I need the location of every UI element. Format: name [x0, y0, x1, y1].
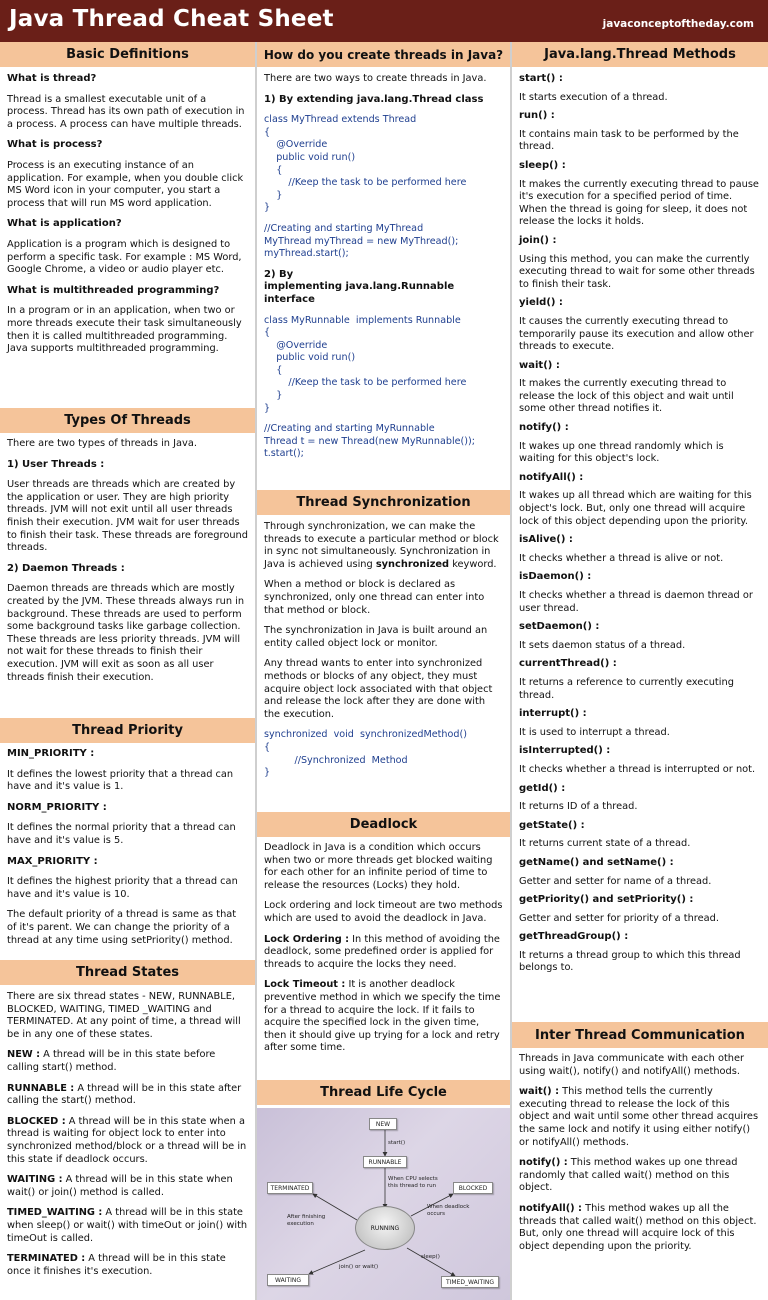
- deadlock-title: Deadlock: [257, 812, 510, 837]
- node-timed-waiting: TIMED_WAITING: [441, 1276, 499, 1288]
- method-name: getId() :: [519, 782, 566, 794]
- lock-ordering-text: In this method of avoiding the deadlock, some predefined order is applied for threads to acquire the locks they need.: [264, 933, 500, 970]
- sync-p2: When a method or block is declared as synchronized, only one thread can enter into that method or block.: [264, 579, 485, 616]
- method-description: It causes the currently executing thread to temporarily pause its execution and allow other threads to execute.: [519, 315, 754, 353]
- min-priority-heading: MIN_PRIORITY :: [7, 748, 95, 759]
- code-myrunnable-start: [264, 423, 503, 461]
- code-line: Thread t = new Thread(new MyRunnable());: [264, 435, 475, 447]
- sync-p1-c: keyword.: [449, 558, 497, 570]
- inter-thread-title: Inter Thread Communication: [512, 1022, 768, 1048]
- create-intro: There are two ways to create threads in Java.: [264, 73, 487, 84]
- code-line: class MyThread extends Thread: [264, 114, 417, 126]
- code-line: {: [264, 164, 283, 176]
- code-line: //Keep the task to be performed here: [264, 377, 467, 389]
- column-3: [511, 42, 768, 1300]
- basic-definitions-body: [0, 73, 255, 405]
- norm-priority-text: It defines the normal priority that a thread can have and it's value is 5.: [7, 822, 236, 846]
- thread-sync-title: Thread Synchronization: [257, 490, 510, 515]
- sync-p1: [264, 521, 503, 571]
- lock-ordering-label: Lock Ordering :: [264, 933, 350, 945]
- state-waiting-label: WAITING :: [7, 1174, 63, 1186]
- node-runnable: RUNNABLE: [363, 1156, 407, 1168]
- sync-p4: Any thread wants to enter into synchronized methods or blocks of any object, they must acquire object lock associated with that object and release the lock after they are done with the execution.: [264, 658, 493, 720]
- method-name: getPriority() and setPriority() :: [519, 894, 694, 906]
- code-line: myThread.start();: [264, 248, 349, 260]
- method-name: currentThread() :: [519, 658, 617, 670]
- label-deadlock-occurs: When deadlock occurs: [427, 1204, 470, 1217]
- deadlock-p1: Deadlock in Java is a condition which occurs when two or more threads get blocked waiting for each other for an infinite period of time to release the resources (Locks) they hold.: [264, 842, 493, 891]
- method-name: getState() :: [519, 819, 585, 831]
- code-line: {: [264, 327, 271, 339]
- method-name: sleep() :: [519, 159, 566, 171]
- inter-thread-body: [512, 1053, 768, 1297]
- code-line: @Override: [264, 139, 328, 151]
- node-running: RUNNING: [355, 1206, 415, 1250]
- code-line: }: [264, 767, 271, 779]
- sync-p1-a: Through synchronization, we can make the threads to execute a particular method or block in sync not simultaneously. Synchronization in Java is achieved using: [264, 521, 499, 570]
- state-terminated: [7, 1253, 248, 1278]
- method-name: isDaemon() :: [519, 571, 592, 583]
- inter-notifyall-text: This method wakes up all the threads that called wait() method on this object. But, only one thread will acquire lock of this object depending upon the priority.: [519, 1202, 757, 1252]
- sync-p3: The synchronization in Java is built around an entity called object lock or monitor.: [264, 625, 488, 649]
- code-line: public void run(): [264, 352, 356, 364]
- types-of-threads-body: [0, 438, 255, 716]
- inter-notify-text: This method wakes up one thread randomly that called wait() method on this object.: [519, 1157, 738, 1194]
- code-line: //Creating and starting MyThread: [264, 222, 424, 234]
- state-new: [7, 1049, 248, 1074]
- max-priority-text: It defines the highest priority that a thread can have and it's value is 10.: [7, 876, 238, 900]
- node-terminated: TERMINATED: [267, 1182, 313, 1194]
- state-runnable-label: RUNNABLE :: [7, 1082, 75, 1094]
- thread-lifecycle-title: Thread Life Cycle: [257, 1080, 510, 1105]
- code-line: }: [264, 189, 283, 201]
- types-intro: There are two types of threads in Java.: [7, 438, 197, 449]
- method-description: It returns a reference to currently executing thread.: [519, 676, 734, 701]
- state-new-desc: A thread will be in this state before calling start() method.: [7, 1049, 216, 1073]
- method-name: interrupt() :: [519, 708, 587, 720]
- node-blocked: BLOCKED: [453, 1182, 493, 1194]
- inter-intro: Threads in Java communicate with each other using wait(), notify() and notifyAll() methods.: [519, 1053, 745, 1077]
- method-description: It is used to interrupt a thread.: [519, 726, 670, 738]
- lifecycle-arrows: [257, 1108, 511, 1300]
- implementing-runnable-heading-line1: 2) By: [264, 268, 294, 280]
- user-threads-text: User threads are threads which are created by the application or user. They are high priority threads. JVM will not exit until all user threads finish their execution. JVM wait for user threads to finish their task. These threads are foreground threads.: [7, 479, 248, 554]
- method-description: It returns ID of a thread.: [519, 801, 638, 813]
- node-waiting: WAITING: [267, 1274, 309, 1286]
- thread-states-title: Thread States: [0, 960, 255, 985]
- method-description: It checks whether a thread is alive or not.: [519, 552, 724, 564]
- inter-wait-text: This method tells the currently executing thread to release the lock of this object and wait until some other thread acquires the same lock and notify it using either notify() or notifyAll() methods.: [519, 1086, 759, 1148]
- inter-notify-label: notify() :: [519, 1157, 568, 1169]
- question-multithreaded: What is multithreaded programming?: [7, 284, 220, 296]
- state-terminated-desc: A thread will be in this state once it finishes it's execution.: [7, 1253, 226, 1277]
- method-description: It makes the currently executing thread to pause it's execution for a specified period of time. When the thread is going for sleep, it does not release the locks it holds.: [519, 178, 759, 228]
- thread-sync-body: [257, 521, 510, 809]
- question-process: What is process?: [7, 139, 103, 151]
- method-description: It wakes up all thread which are waiting for this object's lock. But, only one thread will acquire lock of this object depending upon the priority.: [519, 490, 752, 527]
- lock-timeout-label: Lock Timeout :: [264, 979, 346, 991]
- method-description: It starts execution of a thread.: [519, 91, 668, 103]
- thread-priority-body: [0, 748, 255, 956]
- code-line: //Synchronized Method: [264, 754, 408, 766]
- method-name: join() :: [519, 234, 557, 246]
- code-line: }: [264, 202, 271, 214]
- state-waiting: [7, 1174, 248, 1199]
- label-after-finishing: After finishing execution: [287, 1214, 326, 1227]
- answer-process: Process is an executing instance of an application. For example, when you double click MS Word icon in your computer, you start a process that will run MS word application.: [7, 159, 244, 209]
- column-1: [0, 42, 256, 1300]
- method-name: getName() and setName() :: [519, 856, 674, 868]
- code-myrunnable-class: [264, 315, 503, 416]
- state-waiting-desc: A thread will be in this state when wait() or join() method is called.: [7, 1174, 233, 1198]
- node-new: NEW: [369, 1118, 397, 1130]
- question-thread: What is thread?: [7, 73, 97, 84]
- extending-thread-heading: 1) By extending java.lang.Thread class: [264, 93, 484, 105]
- method-name: setDaemon() :: [519, 621, 600, 633]
- code-mythread-start: [264, 223, 503, 261]
- label-sleep: sleep(): [421, 1254, 440, 1260]
- question-application: What is application?: [7, 218, 122, 230]
- deadlock-p2: Lock ordering and lock timeout are two methods which are used to avoid the deadlock in Java.: [264, 900, 503, 924]
- norm-priority-heading: NORM_PRIORITY :: [7, 801, 107, 813]
- daemon-threads-text: Daemon threads are threads which are mostly created by the JVM. These threads always run in background. These threads are used to perform some background tasks like garbage collection. These threads are less priority threads. JVM will not wait for these threads to finish their execution. JVM will exit as soon as all user threads finish their execution.: [7, 583, 245, 683]
- state-blocked-label: BLOCKED :: [7, 1115, 66, 1127]
- method-description: It makes the currently executing thread to release the lock of this object and wait until some other thread notifies it.: [519, 378, 734, 415]
- method-description: Getter and setter for priority of a thread.: [519, 912, 719, 924]
- method-description: It checks whether a thread is interrupted or not.: [519, 763, 756, 775]
- method-description: It checks whether a thread is daemon thread or user thread.: [519, 590, 753, 614]
- state-timed-waiting-label: TIMED_WAITING :: [7, 1207, 103, 1219]
- answer-multithreaded: In a program or in an application, when two or more threads execute their task simultaneously then it is called multithreaded programming. Java supports multithreaded programming.: [7, 305, 242, 355]
- sync-keyword: synchronized: [375, 558, 450, 570]
- state-timed-waiting-desc: A thread will be in this state when sleep() or wait() with timeOut or join() with timeOut is called.: [7, 1207, 248, 1244]
- answer-thread: Thread is a smallest executable unit of a process. Thread has its own path of execution in a process. A process can have multiple threads.: [7, 93, 245, 130]
- lock-timeout: [264, 979, 503, 1055]
- implementing-runnable-heading-line2: implementing java.lang.Runnable interface: [264, 281, 455, 305]
- label-cpu-selects: When CPU selects this thread to run: [388, 1176, 438, 1189]
- method-name: run() :: [519, 110, 555, 122]
- lifecycle-diagram: [257, 1108, 510, 1300]
- state-runnable: [7, 1083, 248, 1108]
- code-line: class MyRunnable implements Runnable: [264, 314, 461, 326]
- code-line: public void run(): [264, 151, 356, 163]
- column-2: [256, 42, 511, 1300]
- inter-notify: [519, 1157, 761, 1195]
- state-blocked-desc: A thread will be in this state when a thread is waiting for object lock to enter into synchronized method/block or a thread will be in this state if deadlock occurs.: [7, 1115, 247, 1165]
- code-line: {: [264, 364, 283, 376]
- method-description: Getter and setter for name of a thread.: [519, 875, 712, 887]
- method-name: notifyAll() :: [519, 471, 584, 483]
- inter-notifyall-label: notifyAll() :: [519, 1202, 582, 1214]
- method-description: Using this method, you can make the currently executing thread to wait for some other threads to finish their task.: [519, 253, 755, 290]
- page-header: [0, 0, 768, 42]
- page-title: Java Thread Cheat Sheet: [9, 6, 334, 32]
- inter-notifyall: [519, 1203, 761, 1253]
- code-line: //Keep the task to be performed here: [264, 177, 467, 189]
- code-line: //Creating and starting MyRunnable: [264, 423, 435, 435]
- min-priority-text: It defines the lowest priority that a thread can have and it's value is 1.: [7, 768, 234, 793]
- method-name: notify() :: [519, 422, 569, 434]
- deadlock-body: [257, 842, 510, 1078]
- state-timed-waiting: [7, 1207, 248, 1245]
- code-line: {: [264, 741, 271, 753]
- thread-methods-title: Java.lang.Thread Methods: [512, 42, 768, 67]
- state-blocked: [7, 1116, 248, 1166]
- max-priority-heading: MAX_PRIORITY :: [7, 855, 98, 867]
- lock-ordering: [264, 934, 503, 972]
- method-description: It sets daemon status of a thread.: [519, 639, 686, 651]
- method-name: isInterrupted() :: [519, 745, 611, 757]
- default-priority-text: The default priority of a thread is same as that of it's parent. We can change the priority of a thread at any time using setPriority() method.: [7, 909, 237, 946]
- code-line: }: [264, 402, 271, 414]
- implementing-runnable-heading: [264, 269, 503, 307]
- code-line: @Override: [264, 339, 328, 351]
- site-url: javaconceptoftheday.com: [602, 18, 754, 30]
- label-join-wait: join() or wait(): [339, 1264, 379, 1270]
- code-line: synchronized void synchronizedMethod(): [264, 729, 467, 741]
- method-name: getThreadGroup() :: [519, 931, 629, 943]
- code-mythread-class: [264, 114, 503, 215]
- method-name: wait() :: [519, 359, 560, 371]
- method-name: yield() :: [519, 297, 563, 309]
- code-line: t.start();: [264, 448, 304, 460]
- create-threads-body: [257, 73, 510, 487]
- thread-methods-list: [512, 73, 768, 1019]
- method-description: It contains main task to be performed by the thread.: [519, 128, 739, 153]
- answer-application: Application is a program which is designed to perform a specific task. For example : MS Word, Google Chrome, a video or audio player etc.: [7, 238, 242, 276]
- state-runnable-desc: A thread will be in this state after calling the start() method.: [7, 1082, 242, 1107]
- user-threads-heading: 1) User Threads :: [7, 458, 105, 470]
- states-intro: There are six thread states - NEW, RUNNABLE, BLOCKED, WAITING, TIMED _WAITING and TERMINATED. At any point of time, a thread will be in any one of these states.: [7, 991, 241, 1040]
- basic-definitions-title: Basic Definitions: [0, 42, 255, 67]
- method-name: start() :: [519, 73, 563, 84]
- code-line: {: [264, 126, 271, 138]
- state-terminated-label: TERMINATED :: [7, 1253, 86, 1265]
- method-description: It returns current state of a thread.: [519, 838, 691, 850]
- daemon-threads-heading: 2) Daemon Threads :: [7, 562, 125, 574]
- state-new-label: NEW :: [7, 1049, 41, 1061]
- label-start: start(): [388, 1140, 406, 1146]
- method-description: It wakes up one thread randomly which is waiting for this object's lock.: [519, 440, 724, 465]
- code-synchronized-method: [264, 729, 503, 779]
- lock-timeout-text: It is another deadlock preventive method in which we specify the time for a thread to acquire the lock. If it fails to acquire the specified lock in the given time, then it should give up trying for a lock and retry after some time.: [264, 979, 501, 1054]
- thread-priority-title: Thread Priority: [0, 718, 255, 743]
- inter-wait: [519, 1086, 761, 1149]
- method-name: isAlive() :: [519, 534, 573, 546]
- code-line: MyThread myThread = new MyThread();: [264, 235, 459, 247]
- create-threads-title: How do you create threads in Java?: [257, 42, 510, 67]
- types-of-threads-title: Types Of Threads: [0, 408, 255, 433]
- method-description: It returns a thread group to which this thread belongs to.: [519, 949, 741, 974]
- code-line: }: [264, 390, 283, 402]
- inter-wait-label: wait() :: [519, 1086, 559, 1098]
- thread-states-body: [0, 991, 255, 1296]
